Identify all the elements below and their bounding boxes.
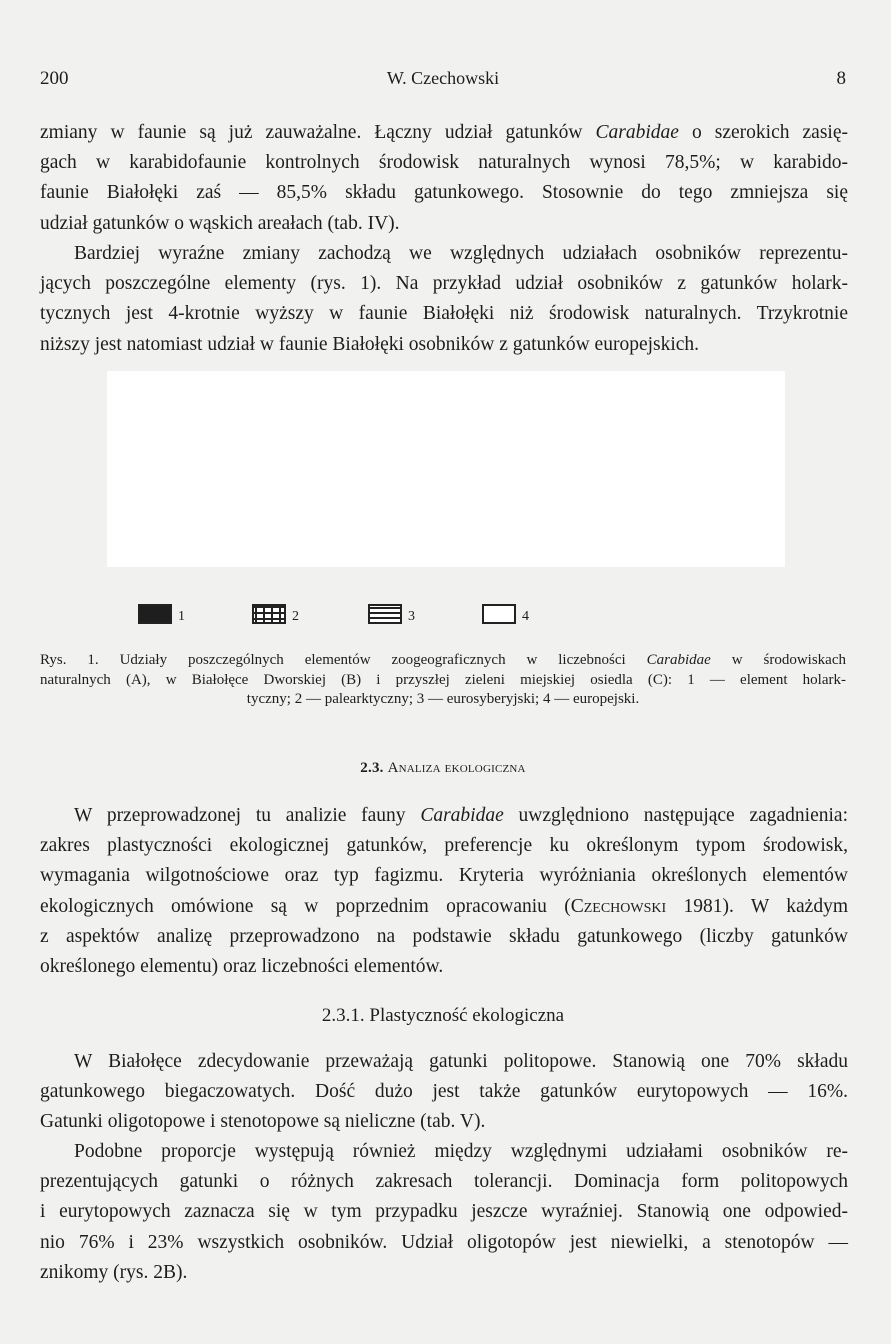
text-line: niższy jest natomiast udział w faunie Białołęki osobników z gatunków europejskich. — [40, 333, 700, 355]
legend-item-palearctic — [252, 604, 299, 624]
text-line: zmiany w faunie są już zauważalne. Łączny udział gatunków Carabidae o szerokich zasię- — [40, 122, 848, 143]
legend-label: 1 — [178, 609, 185, 624]
section-heading-2-3 — [40, 760, 846, 777]
text-line: zakres plastyczności ekologicznej gatunków, preferencje ku określonym typom środowisk, — [40, 835, 848, 857]
paragraph-relative-shares — [40, 239, 848, 360]
text-line: określonego elementu) oraz liczebności elementów. — [40, 956, 444, 978]
text-line: prezentujących gatunki o różnych zakresach tolerancji. Dominacja form politopowych — [40, 1171, 848, 1193]
text-line: Bardziej wyraźne zmiany zachodzą we względnych udziałach osobników reprezentu- — [74, 243, 848, 264]
text-line: W przeprowadzonej tu analizie fauny Carabidae uwzględniono następujące zagadnienia: — [74, 805, 848, 826]
volume-number: 8 — [836, 68, 846, 89]
empty-pattern-swatch — [482, 604, 516, 624]
text-line: i eurytopowych zaznacza się w tym przypadku jeszcze wyraźniej. Stanowią one odpowied- — [40, 1201, 848, 1223]
text-line: tycznych jest 4-krotnie wyższy w faunie Białołęki niż środowisk naturalnych. Trzykrotnie — [40, 303, 848, 325]
text-line: faunie Białołęki zaś — 85,5% składu gatunkowego. Stosownie do tego zmniejsza się — [40, 182, 848, 204]
section-title: Plastyczność ekologiczna — [369, 1005, 565, 1026]
paragraph-tolerance-proportions — [40, 1137, 848, 1288]
running-author: W. Czechowski — [386, 68, 500, 88]
section-title: Analiza ekologiczna — [387, 760, 526, 776]
text-line: udział gatunków o wąskich areałach (tab. IV). — [40, 212, 400, 234]
section-number: 2.3. — [360, 760, 384, 776]
paragraph-zoogeographic-ranges — [40, 118, 848, 239]
text-line: gatunkowego biegaczowatych. Dość dużo jest także gatunków eurytopowych — 16%. — [40, 1081, 848, 1103]
solid-pattern-swatch — [138, 604, 172, 624]
text-line: znikomy (rys. 2B). — [40, 1261, 188, 1283]
page-number: 200 — [40, 68, 69, 89]
text-line: jących poszczególne elementy (rys. 1). Na przykład udział osobników z gatunków holark- — [40, 273, 848, 295]
legend-item-holarctic — [138, 604, 185, 624]
paragraph-ecological-analysis — [40, 801, 848, 982]
text-line: z aspektów analizę przeprowadzono na podstawie składu gatunkowego (liczby gatunków — [40, 925, 848, 947]
text-line: Podobne proporcje występują również między względnymi udziałami osobników re- — [74, 1141, 848, 1162]
legend-label: 2 — [292, 609, 299, 624]
legend-item-european — [482, 604, 529, 624]
running-header — [40, 68, 846, 94]
legend-label: 3 — [408, 609, 415, 624]
text-line: wymagania wilgotnościowe oraz typ fagizmu. Kryteria wyróżniania określonych elementów — [40, 865, 848, 887]
section-number: 2.3.1. — [321, 1005, 365, 1026]
legend-label: 4 — [522, 609, 529, 624]
text-line: tyczny; 2 — palearktyczny; 3 — eurosyberyjski; 4 — europejski. — [246, 691, 640, 707]
text-line: gach w karabidofaunie kontrolnych środowisk naturalnych wynosi 78,5%; w karabido- — [40, 152, 848, 174]
text-line: naturalnych (A), w Białołęce Dworskiej (B) i przyszłej zieleni miejskiej osiedla (C): 1 — element holark- — [40, 671, 846, 688]
lines-pattern-swatch — [368, 604, 402, 624]
grid-pattern-swatch — [252, 604, 286, 624]
section-heading-2-3-1 — [40, 1005, 846, 1027]
text-line: Gatunki oligotopowe i stenotopowe są nieliczne (tab. V). — [40, 1111, 486, 1133]
text-line: Rys. 1. Udziały poszczególnych elementów zoogeograficznych w liczebności Carabidae w środowiskach — [40, 652, 846, 668]
paragraph-polytopic-species — [40, 1047, 848, 1138]
text-line: nio 76% i 23% wszystkich osobników. Udział oligotopów jest niewielki, a stenotopów — — [40, 1231, 848, 1253]
figure-1-legend — [138, 604, 558, 634]
figure-1-chart-area — [107, 371, 785, 567]
text-line: W Białołęce zdecydowanie przeważają gatunki politopowe. Stanowią one 70% składu — [74, 1051, 848, 1072]
figure-1-caption — [40, 651, 846, 710]
text-line: ekologicznych omówione są w poprzednim opracowaniu (Czechowski 1981). W każdym — [40, 895, 849, 917]
legend-item-eurosiberian — [368, 604, 415, 624]
